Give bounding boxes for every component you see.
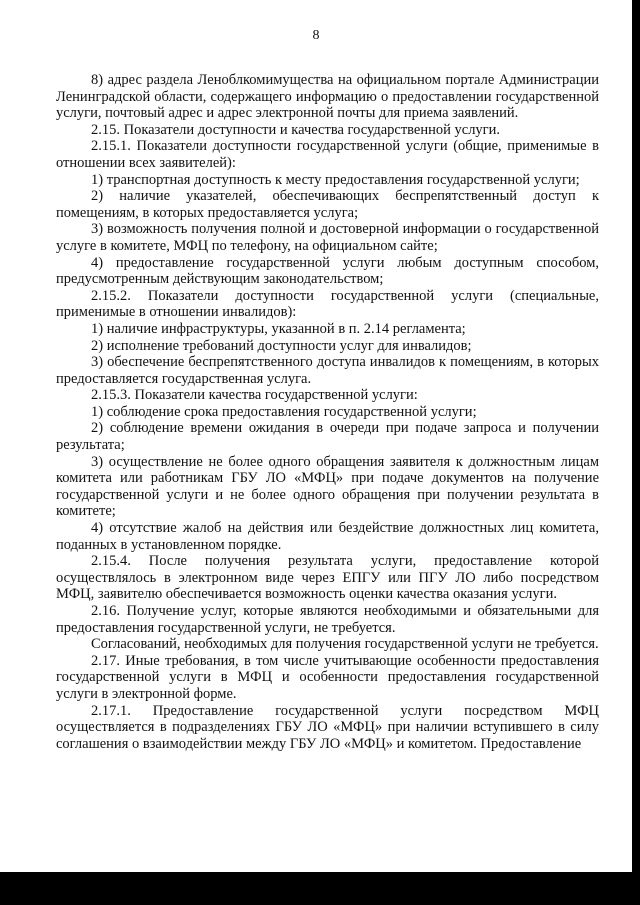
paragraph: 2.15.2. Показатели доступности государственной услуги (специальные, применимые в отношении инвалидов): bbox=[56, 287, 599, 321]
paragraph: 2.15. Показатели доступности и качества государственной услуги. bbox=[91, 121, 501, 138]
paragraph: 2.16. Получение услуг, которые являются необходимыми и обязательными для предоставления государственной услуги, не требуется. bbox=[56, 603, 599, 636]
paragraph: 3) обеспечение беспрепятственного доступа инвалидов к помещениям, в которых предоставляется государственная услуга. bbox=[56, 354, 599, 387]
scan-border-bottom bbox=[0, 872, 640, 905]
scan-border-right bbox=[632, 0, 640, 905]
paragraph: 3) осуществление не более одного обращения заявителя к должностным лицам комитета или работникам ГБУ ЛО «МФЦ» при подаче документов на получение государственной услуги и не более одного обращения при получении результата в комитете; bbox=[56, 453, 599, 520]
page-number: 8 bbox=[312, 28, 320, 43]
paragraph: 1) транспортная доступность к месту предоставления государственной услуги; bbox=[91, 171, 580, 188]
paragraph: 2.17.1. Предоставление государственной услуги посредством МФЦ осуществляется в подразделениях ГБУ ЛО «МФЦ» при наличии вступившего в силу соглашения о взаимодействии между ГБУ ЛО «МФЦ» и комитетом. Предоставление bbox=[56, 702, 599, 752]
paragraph: 2.15.4. После получения результата услуги, предоставление которой осуществлялось в электронном виде через ЕПГУ или ПГУ ЛО либо посредством МФЦ, заявителю обеспечивается возможность оценки качества оказания услуги. bbox=[56, 553, 599, 603]
paragraph: 3) возможность получения полной и достоверной информации о государственной услуге в комитете, МФЦ по телефону, на официальном сайте; bbox=[56, 221, 599, 254]
paragraph: Согласований, необходимых для получения государственной услуги не требуется. bbox=[91, 636, 599, 653]
paragraph: 4) отсутствие жалоб на действия или бездействие должностных лиц комитета, поданных в установленном порядке. bbox=[56, 520, 599, 553]
paragraph: 2.15.3. Показатели качества государственной услуги: bbox=[91, 387, 418, 404]
paragraph: 2) исполнение требований доступности услуг для инвалидов; bbox=[91, 337, 472, 354]
document-body bbox=[56, 72, 599, 752]
paragraph: 4) предоставление государственной услуги любым доступным способом, предусмотренным действующим законодательством; bbox=[56, 254, 599, 288]
paragraph: 1) наличие инфраструктуры, указанной в п. 2.14 регламента; bbox=[91, 320, 466, 337]
paragraph: 2.17. Иные требования, в том числе учитывающие особенности предоставления государственной услуги в МФЦ и особенности предоставления государственной услуги в электронной форме. bbox=[56, 652, 599, 702]
paragraph: 2.15.1. Показатели доступности государственной услуги (общие, применимые в отношении всех заявителей): bbox=[56, 138, 599, 171]
paragraph: 2) наличие указателей, обеспечивающих беспрепятственный доступ к помещениям, в которых предоставляется услуга; bbox=[56, 188, 599, 221]
paragraph: 1) соблюдение срока предоставления государственной услуги; bbox=[91, 403, 477, 420]
paragraph: 2) соблюдение времени ожидания в очереди при подаче запроса и получении результата; bbox=[56, 420, 599, 454]
paragraph: 8) адрес раздела Леноблкомимущества на официальном портале Администрации Ленинградской области, содержащего информацию о предоставлении государственной услуги, почтовый адрес и адрес электронной почты для приема заявлений. bbox=[56, 72, 599, 122]
